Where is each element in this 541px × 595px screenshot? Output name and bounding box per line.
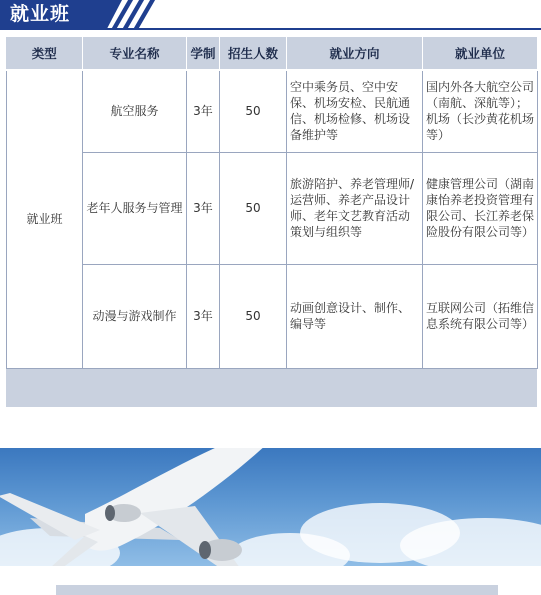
direction-cell: 空中乘务员、空中安保、机场安检、民航通信、机场检修、机场设备维护等: [287, 70, 423, 152]
airplane-icon: [0, 448, 310, 566]
table-footer-bar: [6, 371, 537, 407]
years-cell: 3年: [187, 264, 220, 368]
table-row: [7, 264, 538, 368]
major-cell: 航空服务: [83, 70, 187, 152]
col-header-type: 类型: [7, 37, 83, 70]
count-cell: 50: [220, 70, 287, 152]
col-header-direction: 就业方向: [287, 37, 423, 70]
years-cell: 3年: [187, 70, 220, 152]
major-cell: 动漫与游戏制作: [83, 264, 187, 368]
section-title: 就业班: [10, 3, 71, 25]
table-row: [7, 152, 538, 264]
col-header-employer: 就业单位: [423, 37, 538, 70]
employer-cell: 互联网公司（拓维信息系统有限公司等）: [423, 264, 538, 368]
program-table: [6, 37, 538, 369]
employer-cell: 国内外各大航空公司（南航、深航等）；机场（长沙黄花机场等）: [423, 70, 538, 152]
type-cell: 就业班: [7, 70, 83, 368]
program-table-container: [6, 37, 537, 407]
footer-bar: [56, 585, 498, 595]
section-header: [0, 0, 541, 32]
direction-cell: 动画创意设计、制作、编导等: [287, 264, 423, 368]
major-cell: 老年人服务与管理: [83, 152, 187, 264]
direction-cell: 旅游陪护、养老管理师/运营师、养老产品设计师、老年文艺教育活动策划与组织等: [287, 152, 423, 264]
years-cell: 3年: [187, 152, 220, 264]
table-row: [7, 70, 538, 152]
airplane-photo: [0, 448, 541, 566]
col-header-major: 专业名称: [83, 37, 187, 70]
header-underline: [0, 28, 541, 30]
count-cell: 50: [220, 264, 287, 368]
col-header-years: 学制: [187, 37, 220, 70]
employer-cell: 健康管理公司（湖南康怡养老投资管理有限公司、长江养老保险股份有限公司等）: [423, 152, 538, 264]
count-cell: 50: [220, 152, 287, 264]
table-header-row: [7, 37, 538, 70]
col-header-count: 招生人数: [220, 37, 287, 70]
